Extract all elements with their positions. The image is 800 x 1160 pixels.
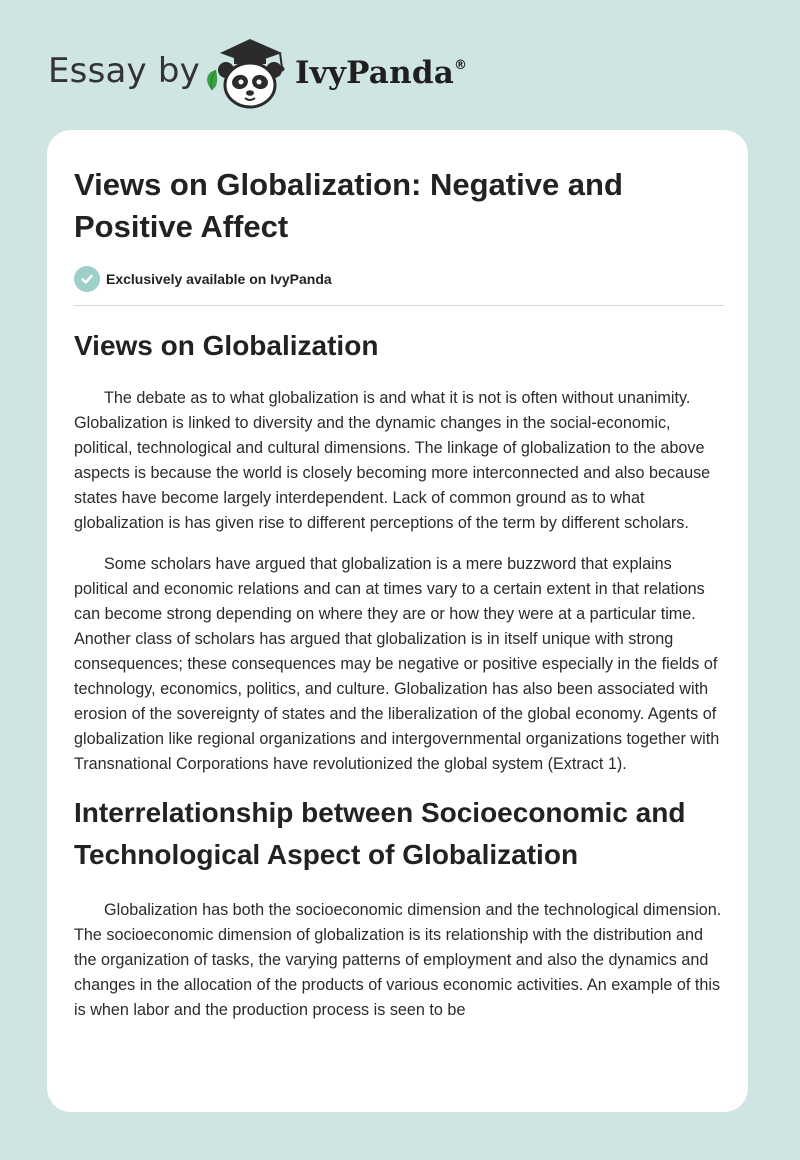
paragraph: The debate as to what globalization is and what it is not is often without unanimity. Globalization is linked to diversity and the dynamic changes in the social-economic, political, technological and cultural dimensions. The linkage of globalization to the above aspects is because the world is closely becoming more interconnected and also because states have become largely interdependent. Lack of common ground as to what globalization is has given rise to different perceptions of the term by different scholars.	[74, 389, 711, 532]
panda-graduate-logo-icon[interactable]	[200, 36, 292, 110]
essay-by-label: Essay by	[48, 51, 200, 91]
divider	[74, 305, 724, 306]
registered-mark: ®	[454, 57, 468, 73]
checkmark-icon	[74, 266, 100, 292]
exclusive-badge	[74, 266, 724, 292]
exclusive-badge-label: Exclusively available on IvyPanda	[106, 271, 332, 287]
paragraph: Globalization has both the socioeconomic dimension and the technological dimension. The socioeconomic dimension of globalization is its relationship with the distribution and the organization of tasks, the varying patterns of employment and also the dynamics and changes in the allocation of the products of various economic activities. An example of this is when labor and the production process is seen to be	[74, 901, 722, 1019]
brand-name[interactable]: IvyPanda®	[295, 55, 468, 91]
paragraph: Some scholars have argued that globalization is a mere buzzword that explains political and economic relations and can at times vary to a certain extent in that relations can become strong depending on where they are or how they were at a particular time. Another class of scholars has argued that globalization is in itself unique with strong consequences; these consequences may be negative or positive especially in the fields of technology, economics, politics, and culture. Globalization has also been associated with erosion of the sovereignty of states and the liberalization of the global economy. Agents of globalization like regional organizations and intergovernmental organizations together with Transnational Corporations have revolutionized the global system (Extract 1).	[74, 555, 720, 773]
section-heading: Interrelationship between Socioeconomic and Technological Aspect of Globalization	[74, 797, 686, 870]
essay-title: Views on Globalization: Negative and Positive Affect	[74, 167, 623, 244]
essay-card	[47, 130, 748, 1112]
section-heading: Views on Globalization	[74, 330, 379, 361]
site-header	[0, 0, 800, 130]
